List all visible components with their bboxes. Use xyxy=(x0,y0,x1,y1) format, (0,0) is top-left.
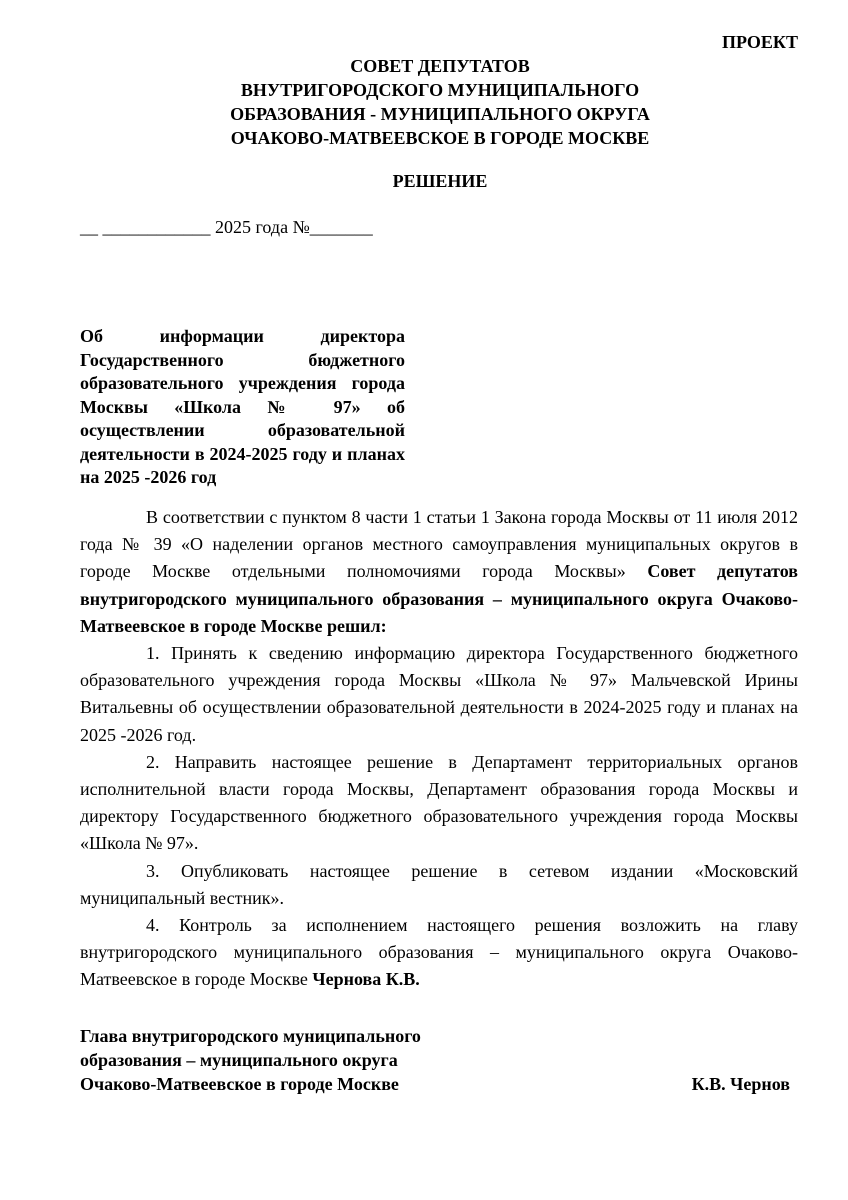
item-text: 3. Опубликовать настоящее решение в сетевом издании «Московский муниципальный вестник». xyxy=(80,860,798,908)
decision-title: РЕШЕНИЕ xyxy=(392,171,488,191)
preamble-paragraph xyxy=(80,504,798,640)
council-line: ОЧАКОВО-МАТВЕЕВСКОЕ В ГОРОДЕ МОСКВЕ xyxy=(230,128,650,148)
council-line: ОБРАЗОВАНИЯ - МУНИЦИПАЛЬНОГО ОКРУГА xyxy=(230,104,650,124)
draft-stamp: ПРОЕКТ xyxy=(722,32,798,52)
council-line: СОВЕТ ДЕПУТАТОВ xyxy=(350,56,530,76)
preamble-bold: Совет депутатов внутригородского муниципального образования – муниципального округа Очаково-Матвеевское в городе Москве решил: xyxy=(80,561,798,636)
item-paragraph xyxy=(80,640,798,749)
council-heading xyxy=(0,54,848,150)
signature-line: образования – муниципального округа xyxy=(80,1050,398,1070)
item-paragraph xyxy=(80,912,798,994)
item-text: 2. Направить настоящее решение в Департамент территориальных органов исполнительной власти города Москвы, Департамент образования города Москвы и директору Государственного бюджетного образовательного учреждения города Москвы «Школа № 97». xyxy=(80,751,798,854)
signatory-name: К.В. Чернов xyxy=(691,1074,790,1094)
item-paragraph xyxy=(80,858,798,912)
signature-line: Глава внутригородского муниципального xyxy=(80,1026,421,1046)
item-text: 4. Контроль за исполнением настоящего решения возложить на главу внутригородского муниципального образования – муниципального округа Очаково-Матвеевское в городе Москве xyxy=(80,915,798,990)
item-bold: Чернова К.В. xyxy=(312,969,420,990)
preamble-text: В соответствии с пунктом 8 части 1 статьи 1 Закона города Москвы от 11 июля 2012 года № 39 «О наделении органов местного самоуправления муниципальных округов в городе Москве отдельными полномочиями города Москвы» xyxy=(80,507,798,582)
decision-body xyxy=(80,504,798,994)
date-number-line: __ ____________ 2025 года №_______ xyxy=(80,217,373,237)
signature-line: Очаково-Матвеевское в городе Москве xyxy=(80,1074,399,1094)
item-paragraph xyxy=(80,749,798,858)
signature-row xyxy=(80,1072,798,1096)
decision-subject: Об информации директора Государственного бюджетного образовательного учреждения города Москвы «Школа № 97» об осуществлении образовательной деятельности в 2024-2025 году и планах на 2025 -2026 год xyxy=(80,326,405,487)
item-text: 1. Принять к сведению информацию директора Государственного бюджетного образовательного учреждения города Москвы «Школа № 97» Мальчевской Ирины Витальевны об осуществлении образовательной деятельности в 2024-2025 году и планах на 2025 -2026 год. xyxy=(80,643,798,745)
signature-block xyxy=(80,1024,798,1096)
council-line: ВНУТРИГОРОДСКОГО МУНИЦИПАЛЬНОГО xyxy=(240,80,640,100)
